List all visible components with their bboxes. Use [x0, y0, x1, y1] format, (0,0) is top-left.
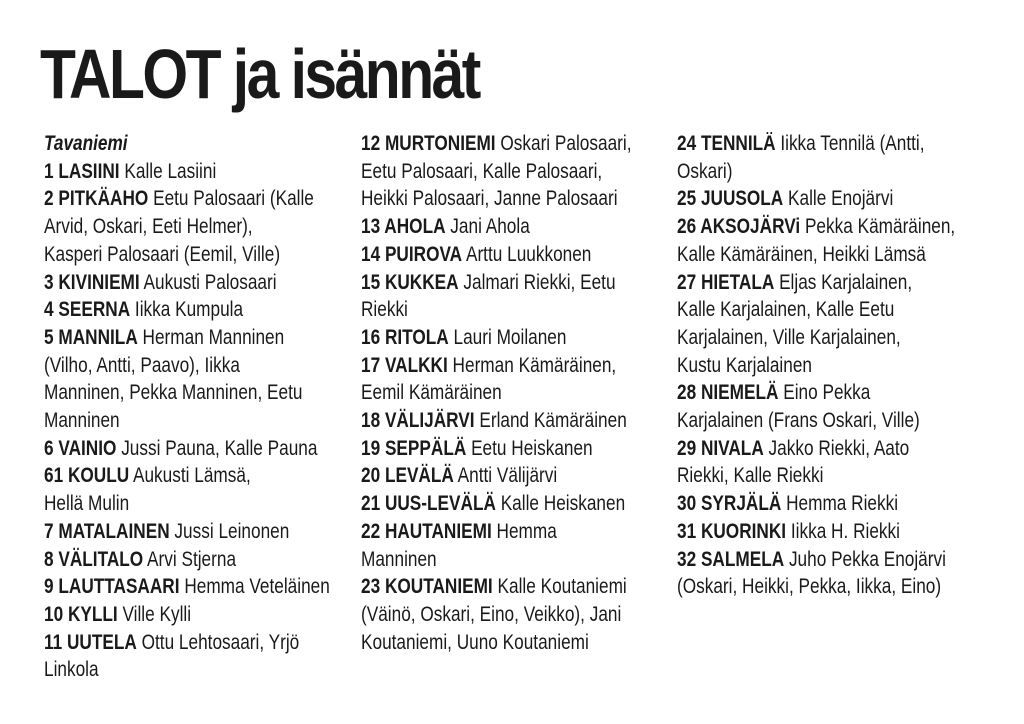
entry-line — [677, 462, 980, 490]
column-1 — [44, 130, 347, 684]
owner-names: (Väinö, Oskari, Eino, Veikko), Jani — [361, 602, 622, 626]
owner-names: (Vilho, Antti, Paavo), Iikka — [44, 353, 240, 377]
house-name: 31 KUORINKI — [677, 519, 787, 543]
entry-line — [677, 352, 980, 380]
house-name: 23 KOUTANIEMI — [361, 575, 493, 599]
owner-names: Herman Kämäräinen, — [447, 353, 617, 377]
house-name: 29 NIVALA — [677, 436, 764, 460]
owner-names: Iikka Tennilä (Antti, — [775, 132, 925, 155]
house-name: 3 KIVINIEMI — [44, 270, 140, 294]
entry-line — [44, 518, 347, 546]
house-name: 19 SEPPÄLÄ — [361, 436, 467, 460]
entry-line — [361, 352, 664, 380]
owner-names: Juho Pekka Enojärvi — [784, 547, 946, 571]
house-name: 11 UUTELA — [44, 630, 137, 654]
entry-line — [677, 379, 980, 407]
entry-line — [44, 158, 347, 186]
entry-line — [361, 629, 664, 657]
house-name: 10 KYLLI — [44, 602, 118, 626]
house-name: 1 LASIINI — [44, 159, 120, 183]
owner-names: Lauri Moilanen — [448, 325, 567, 349]
owner-names: Kalle Karjalainen, Kalle Eetu — [677, 298, 895, 322]
house-name: 26 AKSOJÄRVi — [677, 215, 801, 239]
owner-names: Kalle Heiskanen — [495, 492, 626, 516]
house-name: 17 VALKKI — [361, 353, 448, 377]
entry-line — [44, 185, 347, 213]
house-name: 15 KUKKEA — [361, 270, 459, 294]
owner-names: Jalmari Riekki, Eetu — [458, 270, 616, 294]
entry-line — [44, 379, 347, 407]
entry-line — [677, 158, 980, 186]
owner-names: Arvid, Oskari, Eeti Helmer), — [44, 215, 253, 239]
house-name: 22 HAUTANIEMI — [361, 519, 492, 543]
owner-names: Kalle Lasiini — [119, 159, 217, 183]
owner-names: Jussi Pauna, Kalle Pauna — [116, 436, 318, 460]
entry-line — [361, 518, 664, 546]
owner-names: Eetu Palosaari, Kalle Palosaari, — [361, 159, 603, 183]
house-name: 5 MANNILA — [44, 325, 138, 349]
owner-names: Heikki Palosaari, Janne Palosaari — [361, 187, 618, 211]
owner-names: Hemma Riekki — [781, 492, 899, 516]
owner-names: Ottu Lehtosaari, Yrjö — [136, 630, 300, 654]
owner-names: Jakko Riekki, Aato — [763, 436, 910, 460]
column-3 — [677, 130, 980, 601]
house-name: 14 PUIROVA — [361, 242, 463, 266]
owner-names: Arttu Luukkonen — [462, 242, 592, 266]
entry-line — [44, 490, 347, 518]
entry-line — [677, 213, 980, 241]
entry-line — [44, 213, 347, 241]
entry-line — [44, 462, 347, 490]
owner-names: Eljas Karjalainen, — [774, 270, 913, 294]
entry-line — [44, 546, 347, 574]
owner-names: Riekki — [361, 298, 408, 322]
owner-names: Karjalainen (Frans Oskari, Ville) — [677, 409, 920, 433]
entry-line — [361, 185, 664, 213]
column-2 — [361, 130, 664, 656]
owner-names: (Oskari, Heikki, Pekka, Iikka, Eino) — [677, 575, 942, 599]
owner-names: Aukusti Palosaari — [139, 270, 277, 294]
owner-names: Erland Kämäräinen — [474, 409, 627, 433]
owner-names: Koutaniemi, Uuno Koutaniemi — [361, 630, 589, 654]
entry-line — [677, 241, 980, 269]
entry-line — [361, 490, 664, 518]
entry-line — [44, 656, 347, 684]
entry-line — [361, 435, 664, 463]
entry-line — [361, 158, 664, 186]
house-name: 30 SYRJÄLÄ — [677, 492, 782, 516]
owner-names: Manninen, Pekka Manninen, Eetu — [44, 381, 303, 405]
house-name: 9 LAUTTASAARI — [44, 575, 180, 599]
owner-names: Eemil Kämäräinen — [361, 381, 502, 405]
house-name: 20 LEVÄLÄ — [361, 464, 454, 488]
owner-names: Eetu Heiskanen — [466, 436, 593, 460]
house-name: 25 JUUSOLA — [677, 187, 784, 211]
entry-line — [361, 601, 664, 629]
entry-line — [361, 324, 664, 352]
house-name: 6 VAINIO — [44, 436, 117, 460]
entry-line — [44, 296, 347, 324]
entry-line — [677, 296, 980, 324]
owner-names: Jussi Leinonen — [169, 519, 290, 543]
owner-names: Oskari Palosaari, — [495, 132, 632, 155]
owner-names: Arvi Stjerna — [143, 547, 237, 571]
owner-names: Antti Välijärvi — [453, 464, 558, 488]
entry-line — [44, 573, 347, 601]
owner-names: Iikka Kumpula — [130, 298, 244, 322]
house-name: 24 TENNILÄ — [677, 132, 776, 155]
entry-line — [677, 573, 980, 601]
entry-line — [677, 269, 980, 297]
owner-names: Iikka H. Riekki — [786, 519, 900, 543]
page-title: TALOT ja isännät — [40, 35, 479, 113]
entry-line — [361, 379, 664, 407]
owner-names: Manninen — [361, 547, 437, 571]
entry-line — [44, 352, 347, 380]
entry-line — [361, 462, 664, 490]
owner-names: Riekki, Kalle Riekki — [677, 464, 824, 488]
entry-line — [44, 629, 347, 657]
house-name: 4 SEERNA — [44, 298, 131, 322]
house-name: 12 MURTONIEMI — [361, 132, 496, 155]
house-name: 18 VÄLIJÄRVI — [361, 409, 475, 433]
owner-names: Kasperi Palosaari (Eemil, Ville) — [44, 242, 281, 266]
owner-names: Pekka Kämäräinen, — [800, 215, 956, 239]
owner-names: Tavaniemi — [44, 132, 128, 155]
owner-names: Eino Pekka — [778, 381, 871, 405]
entry-line — [677, 324, 980, 352]
owner-names: Kustu Karjalainen — [677, 353, 812, 377]
entry-line — [677, 518, 980, 546]
house-name: 7 MATALAINEN — [44, 519, 170, 543]
entry-line — [361, 213, 664, 241]
owner-names: Hellä Mulin — [44, 492, 130, 516]
house-name: 8 VÄLITALO — [44, 547, 144, 571]
house-name: 21 UUS-LEVÄLÄ — [361, 492, 496, 516]
entry-line — [677, 185, 980, 213]
entry-line — [677, 546, 980, 574]
entry-line — [44, 435, 347, 463]
entry-line — [361, 296, 664, 324]
owner-names: Linkola — [44, 658, 99, 682]
entry-line — [361, 546, 664, 574]
entry-line — [44, 407, 347, 435]
entry-line — [361, 130, 664, 158]
owner-names: Hemma Veteläinen — [179, 575, 330, 599]
section-heading — [44, 130, 347, 158]
entry-line — [361, 269, 664, 297]
entry-line — [44, 324, 347, 352]
house-name: 32 SALMELA — [677, 547, 785, 571]
house-name: 2 PITKÄAHO — [44, 187, 149, 211]
owner-names: Aukusti Lämsä, — [129, 464, 251, 488]
entry-line — [44, 269, 347, 297]
entry-line — [44, 601, 347, 629]
house-name: 27 HIETALA — [677, 270, 775, 294]
entry-line — [361, 241, 664, 269]
entry-line — [677, 407, 980, 435]
owner-names: Ville Kylli — [117, 602, 192, 626]
entry-line — [44, 241, 347, 269]
house-name: 61 KOULU — [44, 464, 130, 488]
entry-line — [361, 573, 664, 601]
owner-names: Herman Manninen — [137, 325, 285, 349]
house-name: 13 AHOLA — [361, 215, 446, 239]
owner-names: Kalle Koutaniemi — [492, 575, 627, 599]
owner-names: Jani Ahola — [445, 215, 530, 239]
house-name: 28 NIEMELÄ — [677, 381, 779, 405]
owner-names: Oskari) — [677, 159, 733, 183]
entry-line — [677, 435, 980, 463]
owner-names: Kalle Kämäräinen, Heikki Lämsä — [677, 242, 926, 266]
owner-names: Eetu Palosaari (Kalle — [148, 187, 314, 211]
owner-names: Kalle Enojärvi — [783, 187, 894, 211]
house-name: 16 RITOLA — [361, 325, 449, 349]
entry-line — [361, 407, 664, 435]
owner-names: Karjalainen, Ville Karjalainen, — [677, 325, 901, 349]
entry-line — [677, 490, 980, 518]
entry-line — [677, 130, 980, 158]
owner-names: Hemma — [491, 519, 557, 543]
owner-names: Manninen — [44, 409, 120, 433]
